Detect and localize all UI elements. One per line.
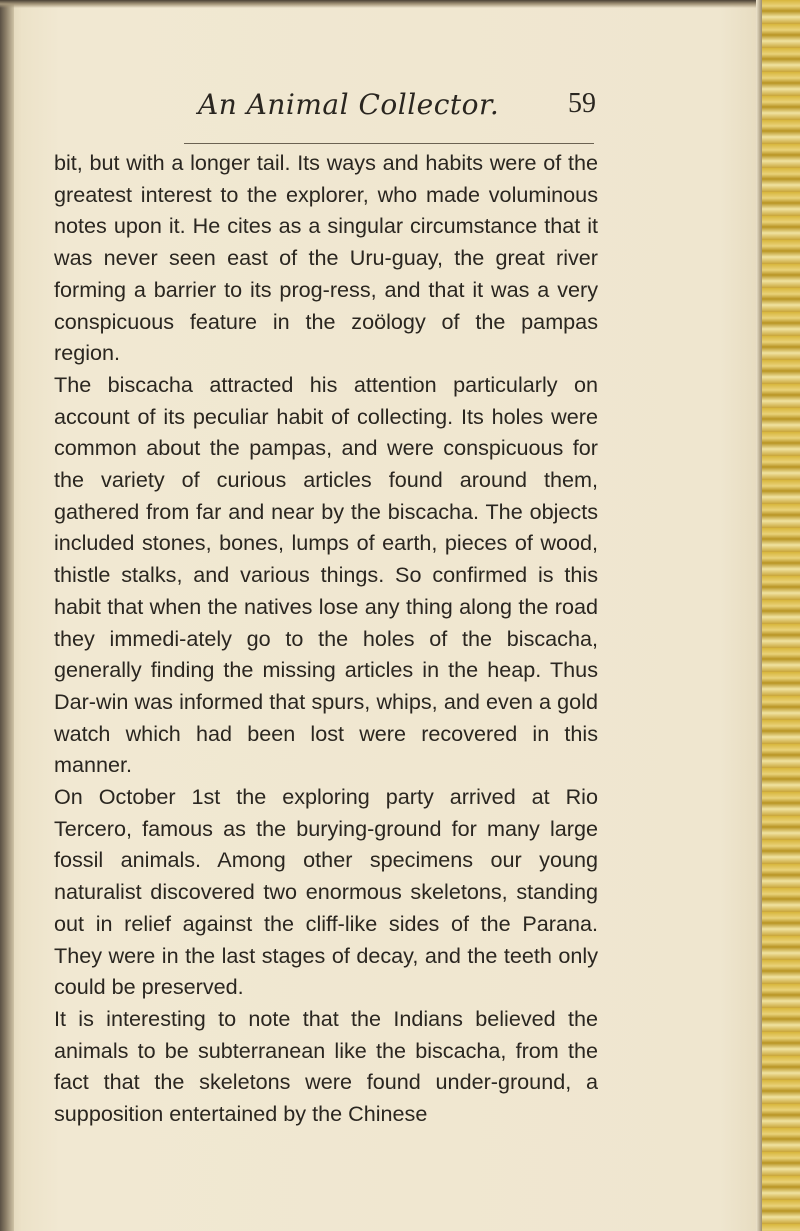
book-binding-shadow xyxy=(0,0,14,1231)
paragraph-4: It is interesting to note that the Indians believed the animals to be subterranean like the biscacha, from the fact that the skeletons were found under-ground, a supposition entertained by the Chinese xyxy=(54,1005,598,1127)
page-header xyxy=(54,88,614,128)
top-edge-shadow xyxy=(0,0,760,8)
paragraph-2: The biscacha attracted his attention particularly on account of its peculiar habit of collecting. Its holes were common about the pampas, and were conspicuous for the variety of curious articles found around them, gathered from far and near by the biscacha. The objects included stones, bones, lumps of earth, pieces of wood, thistle stalks, and various things. So confirmed is this habit that when the natives lose any thing along the road they immedi-ately go to the holes of the biscacha, generally finding the missing articles in the heap. Thus Dar-win was informed that spurs, whips, and even a gold watch which had been lost were recovered in this manner. xyxy=(54,371,598,778)
header-rule xyxy=(184,143,594,144)
body-text xyxy=(54,147,598,1130)
paragraph-1: bit, but with a longer tail. Its ways and habits were of the greatest interest to the explorer, who made voluminous notes upon it. He cites as a singular circumstance that it was never seen east of the Uru-guay, the great river forming a barrier to its prog-ress, and that it was a very conspicuous feature in the zoölogy of the pampas region. xyxy=(54,150,598,366)
paragraph-3: On October 1st the exploring party arrived at Rio Tercero, famous as the burying-ground for many large fossil animals. Among other specimens our young naturalist discovered two enormous skeletons, standing out in relief against the cliff-like sides of the Parana. They were in the last stages of decay, and the teeth only could be preserved. xyxy=(54,784,598,1000)
running-title: An Animal Collector. xyxy=(198,88,500,121)
gilt-page-edges xyxy=(762,0,800,1231)
page-number: 59 xyxy=(568,88,596,119)
